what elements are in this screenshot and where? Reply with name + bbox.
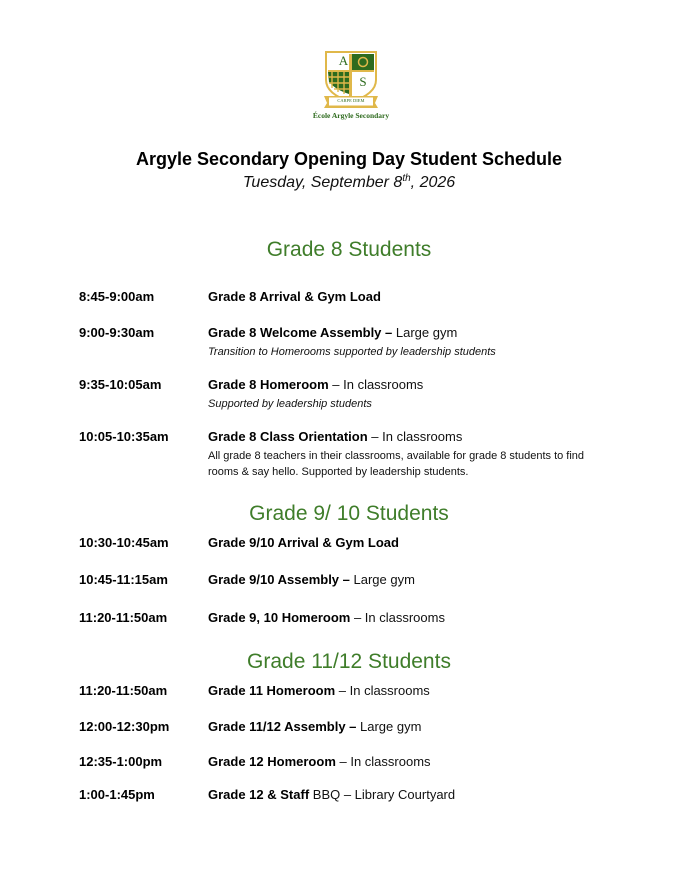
event-location: – In classrooms: [335, 683, 430, 698]
row-time: 12:00-12:30pm: [79, 719, 170, 734]
event-name: Grade 8 Homeroom: [208, 377, 329, 392]
row-time: 10:30-10:45am: [79, 535, 169, 550]
logo-caption: École Argyle Secondary: [312, 111, 390, 120]
row-time: 9:00-9:30am: [79, 325, 155, 340]
row-time: 1:00-1:45pm: [79, 787, 155, 802]
row-time: 9:35-10:05am: [79, 377, 162, 392]
page-title: Argyle Secondary Opening Day Student Schedule: [135, 149, 563, 169]
row-event: [208, 377, 608, 412]
row-event: [208, 610, 608, 625]
date-year: , 2026: [410, 174, 456, 191]
crest-motto: CARPE DIEM: [337, 98, 365, 103]
event-name: Grade 9/10 Assembly –: [208, 572, 354, 587]
event-name: Grade 8 Welcome Assembly –: [208, 325, 396, 340]
event-location: – In classrooms: [350, 610, 445, 625]
event-note: All grade 8 teachers in their classrooms, available for grade 8 students to find rooms & say hello. Supported by leadership students.: [208, 450, 585, 478]
row-event: [208, 289, 608, 304]
section-title-grade-8: Grade 8 Students: [266, 238, 432, 261]
event-name: Grade 11/12 Assembly –: [208, 719, 361, 734]
row-time: 10:05-10:35am: [79, 429, 169, 444]
event-location: – In classrooms: [367, 429, 463, 444]
event-name: Grade 12 & Staff: [208, 787, 310, 802]
event-name: Grade 11 Homeroom: [208, 683, 336, 698]
section-title-grade-11-12: Grade 11/12 Students: [247, 650, 451, 673]
event-location: Large gym: [395, 325, 458, 340]
date-main: Tuesday, September 8: [242, 174, 403, 191]
row-event: [208, 429, 608, 480]
event-location: Large gym: [360, 719, 422, 734]
row-time: 11:20-11:50am: [79, 610, 168, 625]
event-name: Grade 12 Homeroom: [208, 754, 336, 769]
row-time: 10:45-11:15am: [79, 572, 168, 587]
event-name: Grade 8 Arrival & Gym Load: [208, 289, 381, 304]
schedule-date: [0, 174, 698, 192]
event-location: – In classrooms: [328, 377, 424, 392]
row-time: 12:35-1:00pm: [79, 754, 163, 769]
event-name: Grade 9, 10 Homeroom: [208, 610, 351, 625]
event-note: Supported by leadership students: [208, 398, 372, 410]
row-event: [208, 719, 608, 734]
event-location: BBQ – Library Courtyard: [309, 787, 456, 802]
event-note: Transition to Homerooms supported by leadership students: [208, 346, 496, 358]
row-event: [208, 572, 608, 587]
event-name: Grade 8 Class Orientation: [208, 429, 368, 444]
section-title-grade-9-10: Grade 9/ 10 Students: [249, 502, 449, 525]
row-event: [208, 683, 608, 698]
crest-letter-a: A: [338, 53, 349, 68]
row-event: [208, 535, 608, 550]
row-event: [208, 754, 608, 769]
row-time: 11:20-11:50am: [79, 683, 168, 698]
row-event: [208, 325, 608, 360]
event-location: – In classrooms: [335, 754, 431, 769]
school-logo: [308, 50, 394, 124]
crest-letter-s: S: [359, 74, 367, 89]
event-location: Large gym: [353, 572, 415, 587]
row-event: [208, 787, 608, 802]
event-name: Grade 9/10 Arrival & Gym Load: [208, 535, 399, 550]
date-suffix: th: [402, 173, 411, 184]
row-time: 8:45-9:00am: [79, 289, 155, 304]
